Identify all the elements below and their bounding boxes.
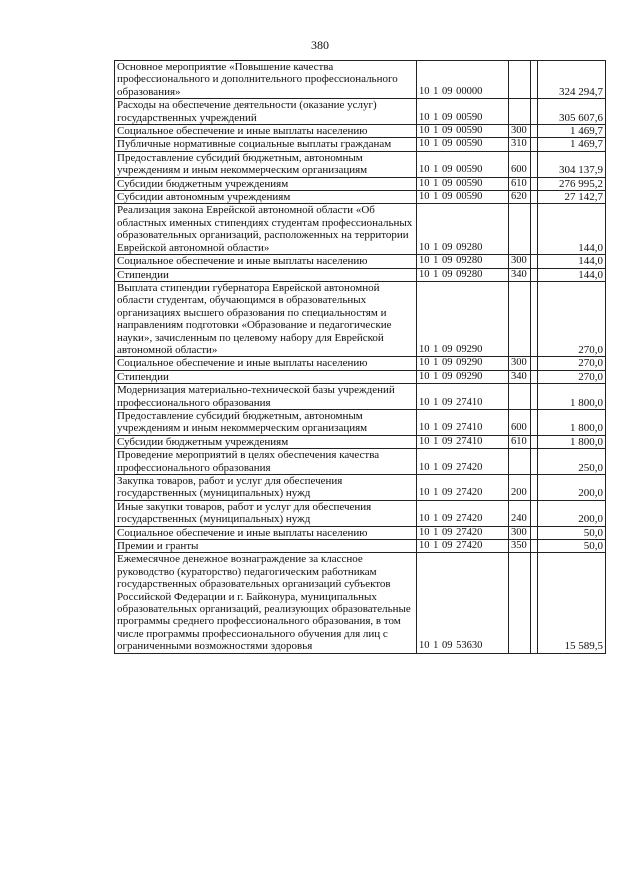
row-name: Социальное обеспечение и иные выплаты населению (115, 526, 417, 539)
table-row (115, 449, 606, 475)
row-expense-type: 600 (509, 409, 531, 435)
row-amount: 144,0 (538, 255, 606, 268)
table-row (115, 435, 606, 448)
row-expense-type (509, 61, 531, 99)
row-expense-type: 300 (509, 125, 531, 138)
row-expense-type (509, 281, 531, 356)
row-expense-type (509, 449, 531, 475)
row-expense-type: 300 (509, 255, 531, 268)
table-row (115, 191, 606, 204)
page-number: 380 (311, 38, 329, 52)
row-code: 10 1 09 27420 (417, 526, 509, 539)
row-code: 10 1 09 00590 (417, 138, 509, 151)
row-name: Премии и гранты (115, 540, 417, 553)
row-code: 10 1 09 09280 (417, 268, 509, 281)
row-amount: 15 589,5 (538, 553, 606, 653)
row-spacer (531, 540, 538, 553)
row-code: 10 1 09 09280 (417, 255, 509, 268)
row-amount: 144,0 (538, 268, 606, 281)
row-name: Закупка товаров, работ и услуг для обеспечения государственных (муниципальных) нужд (115, 475, 417, 501)
budget-table (114, 60, 606, 654)
row-spacer (531, 138, 538, 151)
row-expense-type: 300 (509, 357, 531, 370)
table-row (115, 526, 606, 539)
row-expense-type: 340 (509, 370, 531, 383)
row-name: Субсидии бюджетным учреждениям (115, 177, 417, 190)
row-code: 10 1 09 00590 (417, 191, 509, 204)
row-spacer (531, 151, 538, 177)
row-code: 10 1 09 27420 (417, 500, 509, 526)
table-row (115, 357, 606, 370)
row-code: 10 1 09 00590 (417, 151, 509, 177)
row-amount: 50,0 (538, 540, 606, 553)
row-spacer (531, 99, 538, 125)
row-code: 10 1 09 27420 (417, 540, 509, 553)
table-row (115, 553, 606, 653)
row-code: 10 1 09 27410 (417, 409, 509, 435)
row-spacer (531, 177, 538, 190)
row-expense-type: 610 (509, 177, 531, 190)
row-code: 10 1 09 09290 (417, 281, 509, 356)
row-spacer (531, 268, 538, 281)
table-row (115, 61, 606, 99)
table-row (115, 177, 606, 190)
row-amount: 144,0 (538, 204, 606, 255)
row-spacer (531, 357, 538, 370)
table-row (115, 99, 606, 125)
row-code: 10 1 09 27420 (417, 475, 509, 501)
row-expense-type: 310 (509, 138, 531, 151)
row-name: Выплата стипендии губернатора Еврейской автономной области студентам, обучающимся в образовательных организациях высшего образования по специальностям и направлениям подготовки «Образование и педагогические науки», зачисленным по целевому набору для Еврейской автономной области» (115, 281, 417, 356)
row-spacer (531, 255, 538, 268)
row-spacer (531, 500, 538, 526)
row-expense-type (509, 384, 531, 410)
row-code: 10 1 09 09290 (417, 357, 509, 370)
row-name: Субсидии бюджетным учреждениям (115, 435, 417, 448)
row-name: Социальное обеспечение и иные выплаты населению (115, 255, 417, 268)
row-spacer (531, 370, 538, 383)
row-name: Основное мероприятие «Повышение качества профессионального и дополнительного профессионального образования» (115, 61, 417, 99)
row-amount: 1 469,7 (538, 125, 606, 138)
row-name: Иные закупки товаров, работ и услуг для обеспечения государственных (муниципальных) нужд (115, 500, 417, 526)
row-name: Реализация закона Еврейской автономной области «Об областных именных стипендиях студентам профессиональных образовательных организаций, расположенных на территории Еврейской автономной области» (115, 204, 417, 255)
row-spacer (531, 204, 538, 255)
table-row (115, 255, 606, 268)
row-code: 10 1 09 00590 (417, 99, 509, 125)
row-code: 10 1 09 00590 (417, 177, 509, 190)
row-spacer (531, 384, 538, 410)
row-code: 10 1 09 00590 (417, 125, 509, 138)
table-row (115, 540, 606, 553)
row-amount: 304 137,9 (538, 151, 606, 177)
row-spacer (531, 475, 538, 501)
row-amount: 1 800,0 (538, 384, 606, 410)
row-expense-type: 610 (509, 435, 531, 448)
row-name: Проведение мероприятий в целях обеспечения качества профессионального образования (115, 449, 417, 475)
row-amount: 1 800,0 (538, 409, 606, 435)
row-amount: 1 800,0 (538, 435, 606, 448)
row-code: 10 1 09 09280 (417, 204, 509, 255)
row-amount: 305 607,6 (538, 99, 606, 125)
row-amount: 200,0 (538, 475, 606, 501)
row-amount: 250,0 (538, 449, 606, 475)
row-spacer (531, 125, 538, 138)
row-code: 10 1 09 09290 (417, 370, 509, 383)
row-amount: 270,0 (538, 357, 606, 370)
row-name: Социальное обеспечение и иные выплаты населению (115, 125, 417, 138)
row-expense-type: 340 (509, 268, 531, 281)
row-spacer (531, 409, 538, 435)
row-spacer (531, 526, 538, 539)
table-row (115, 370, 606, 383)
row-name: Предоставление субсидий бюджетным, автономным учреждениям и иным некоммерческим организациям (115, 151, 417, 177)
table-row (115, 475, 606, 501)
row-expense-type (509, 553, 531, 653)
row-name: Социальное обеспечение и иные выплаты населению (115, 357, 417, 370)
row-name: Стипендии (115, 268, 417, 281)
row-amount: 1 469,7 (538, 138, 606, 151)
row-name: Субсидии автономным учреждениям (115, 191, 417, 204)
row-name: Предоставление субсидий бюджетным, автономным учреждениям и иным некоммерческим организациям (115, 409, 417, 435)
row-name: Публичные нормативные социальные выплаты гражданам (115, 138, 417, 151)
budget-table-body (115, 61, 606, 654)
row-spacer (531, 553, 538, 653)
row-code: 10 1 09 27410 (417, 435, 509, 448)
row-expense-type: 200 (509, 475, 531, 501)
row-spacer (531, 61, 538, 99)
row-expense-type: 600 (509, 151, 531, 177)
row-code: 10 1 09 53630 (417, 553, 509, 653)
table-row (115, 125, 606, 138)
row-amount: 27 142,7 (538, 191, 606, 204)
row-expense-type: 240 (509, 500, 531, 526)
row-code: 10 1 09 27410 (417, 384, 509, 410)
row-name: Расходы на обеспечение деятельности (оказание услуг) государственных учреждений (115, 99, 417, 125)
table-row (115, 204, 606, 255)
row-spacer (531, 435, 538, 448)
row-code: 10 1 09 00000 (417, 61, 509, 99)
table-row (115, 151, 606, 177)
row-amount: 276 995,2 (538, 177, 606, 190)
row-amount: 270,0 (538, 370, 606, 383)
row-spacer (531, 191, 538, 204)
row-amount: 324 294,7 (538, 61, 606, 99)
row-name: Модернизация материально-технической базы учреждений профессионального образования (115, 384, 417, 410)
table-row (115, 138, 606, 151)
row-amount: 50,0 (538, 526, 606, 539)
row-code: 10 1 09 27420 (417, 449, 509, 475)
table-row (115, 409, 606, 435)
row-amount: 270,0 (538, 281, 606, 356)
row-name: Стипендии (115, 370, 417, 383)
table-row (115, 281, 606, 356)
row-expense-type: 620 (509, 191, 531, 204)
row-expense-type (509, 99, 531, 125)
table-row (115, 384, 606, 410)
row-amount: 200,0 (538, 500, 606, 526)
table-row (115, 268, 606, 281)
row-spacer (531, 281, 538, 356)
row-expense-type: 350 (509, 540, 531, 553)
row-spacer (531, 449, 538, 475)
row-expense-type: 300 (509, 526, 531, 539)
row-name: Ежемесячное денежное вознаграждение за классное руководство (кураторство) педагогическим работникам государственных образовательных организаций субъектов Российской Федерации и г. Байконура, муниципальных образовательных организаций, реализующих образовательные программы среднего профессионального образования, в том числе программы профессионального обучения для лиц с ограниченными возможностями здоровья (115, 553, 417, 653)
row-expense-type (509, 204, 531, 255)
table-row (115, 500, 606, 526)
